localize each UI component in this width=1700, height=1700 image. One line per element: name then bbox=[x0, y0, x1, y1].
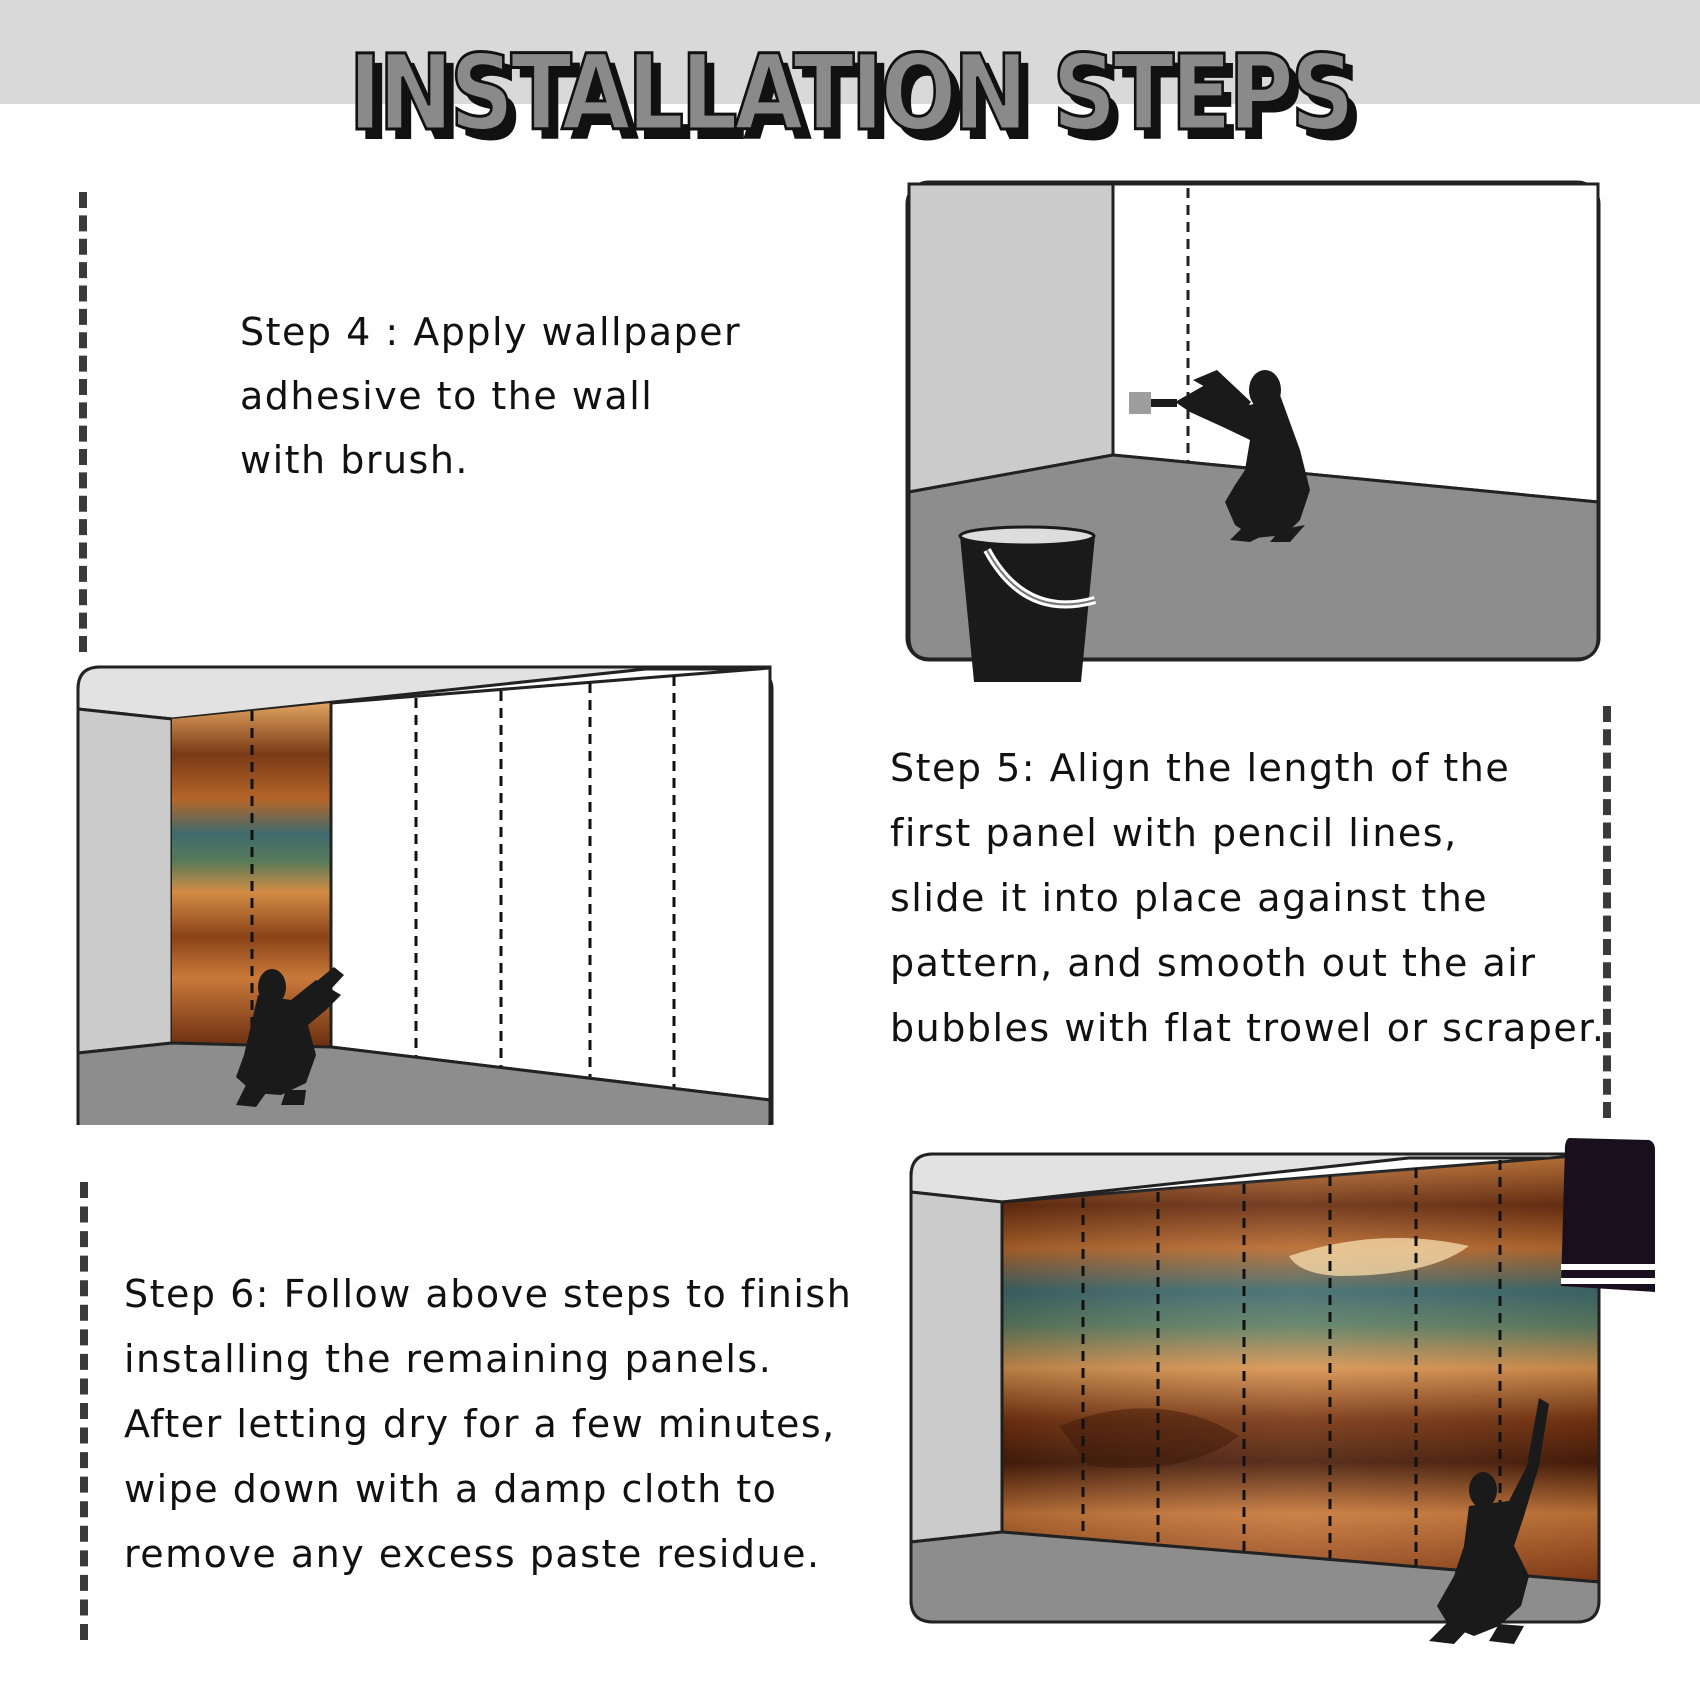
step-4-illustration bbox=[905, 180, 1605, 690]
step-6-illustration bbox=[909, 1136, 1659, 1666]
step-5-text bbox=[890, 736, 1605, 1061]
step-6-line: Step 6: Follow above steps to finish bbox=[124, 1272, 853, 1316]
step-5-illustration bbox=[76, 665, 776, 1125]
step-6-line: remove any excess paste residue. bbox=[124, 1532, 821, 1576]
step-5-line: Step 5: Align the length of the bbox=[890, 746, 1511, 790]
step-6-line: wipe down with a damp cloth to bbox=[124, 1467, 778, 1511]
step-6-line: After letting dry for a few minutes, bbox=[124, 1402, 836, 1446]
dashed-guide-left-bottom bbox=[80, 1182, 88, 1640]
step-5-line: first panel with pencil lines, bbox=[890, 811, 1458, 855]
step-5-line: pattern, and smooth out the air bbox=[890, 941, 1537, 985]
step-5-line: slide it into place against the bbox=[890, 876, 1489, 920]
step-4-line: adhesive to the wall bbox=[240, 374, 654, 418]
dashed-guide-left-top bbox=[79, 192, 87, 652]
bucket-icon bbox=[960, 527, 1095, 682]
step-4-text bbox=[240, 300, 741, 492]
towel-icon bbox=[1561, 1138, 1655, 1292]
step-4-line: with brush. bbox=[240, 438, 469, 482]
step-5-line: bubbles with flat trowel or scraper. bbox=[890, 1006, 1606, 1050]
step-4-line: Step 4 : Apply wallpaper bbox=[240, 310, 742, 354]
step-6-line: installing the remaining panels. bbox=[124, 1337, 773, 1381]
page-title: INSTALLATION STEPS bbox=[348, 32, 1352, 154]
step-6-text bbox=[124, 1262, 852, 1587]
